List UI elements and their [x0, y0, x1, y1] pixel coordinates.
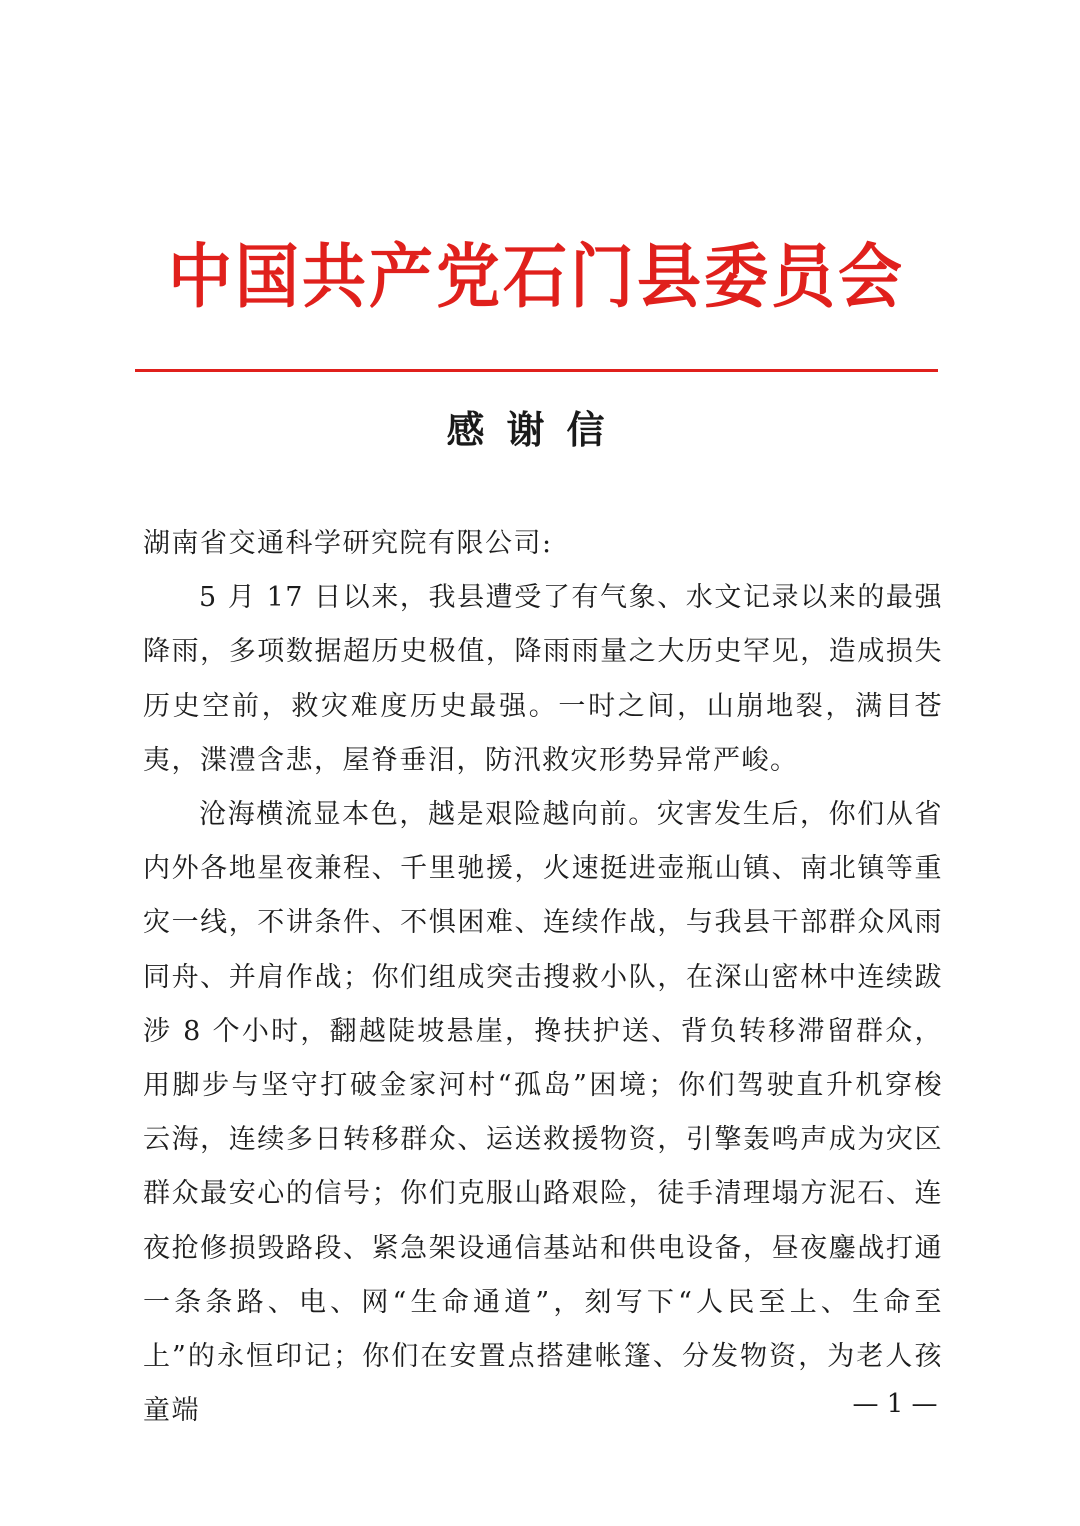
paragraph-2: 沧海横流显本色，越是艰险越向前。灾害发生后，你们从省内外各地星夜兼程、千里驰援，火速挺进壶瓶山镇、南北镇等重灾一线，不讲条件、不惧困难、连续作战，与我县干部群众风雨同舟、并肩作战；你们组成突击搜救小队，在深山密林中连续跋涉 8 个小时，翻越陡坡悬崖，搀扶护送、背负转移滞留群众，用脚步与坚守打破金家河村“孤岛”困境；你们驾驶直升机穿梭云海，连续多日转移群众、运送救援物资，引擎轰鸣声成为灾区群众最安心的信号；你们克服山路艰险，徒手清理塌方泥石、连夜抢修损毁路段、紧急架设通信基站和供电设备，昼夜鏖战打通一条条路、电、网“生命通道”，刻写下“人民至上、生命至上”的永恒印记；你们在安置点搭建帐篷、分发物资，为老人孩童端: [143, 799, 943, 1427]
letterhead-red-rule: [135, 369, 938, 372]
document-title: 感谢信: [446, 407, 627, 452]
salutation: 湖南省交通科学研究院有限公司:: [143, 528, 553, 559]
paragraph-1: 5 月 17 日以来，我县遭受了有气象、水文记录以来的最强降雨，多项数据超历史极值，降雨雨量之大历史罕见，造成损失历史空前，救灾难度历史最强。一时之间，山崩地裂，满目苍夷，渫澧含悲，屋脊垂泪，防汛救灾形势异常严峻。: [143, 582, 943, 776]
letter-body: [143, 517, 943, 1438]
page-number: — 1 —: [852, 1389, 938, 1419]
letterhead-title: 中国共产党石门县委员会: [168, 236, 905, 318]
